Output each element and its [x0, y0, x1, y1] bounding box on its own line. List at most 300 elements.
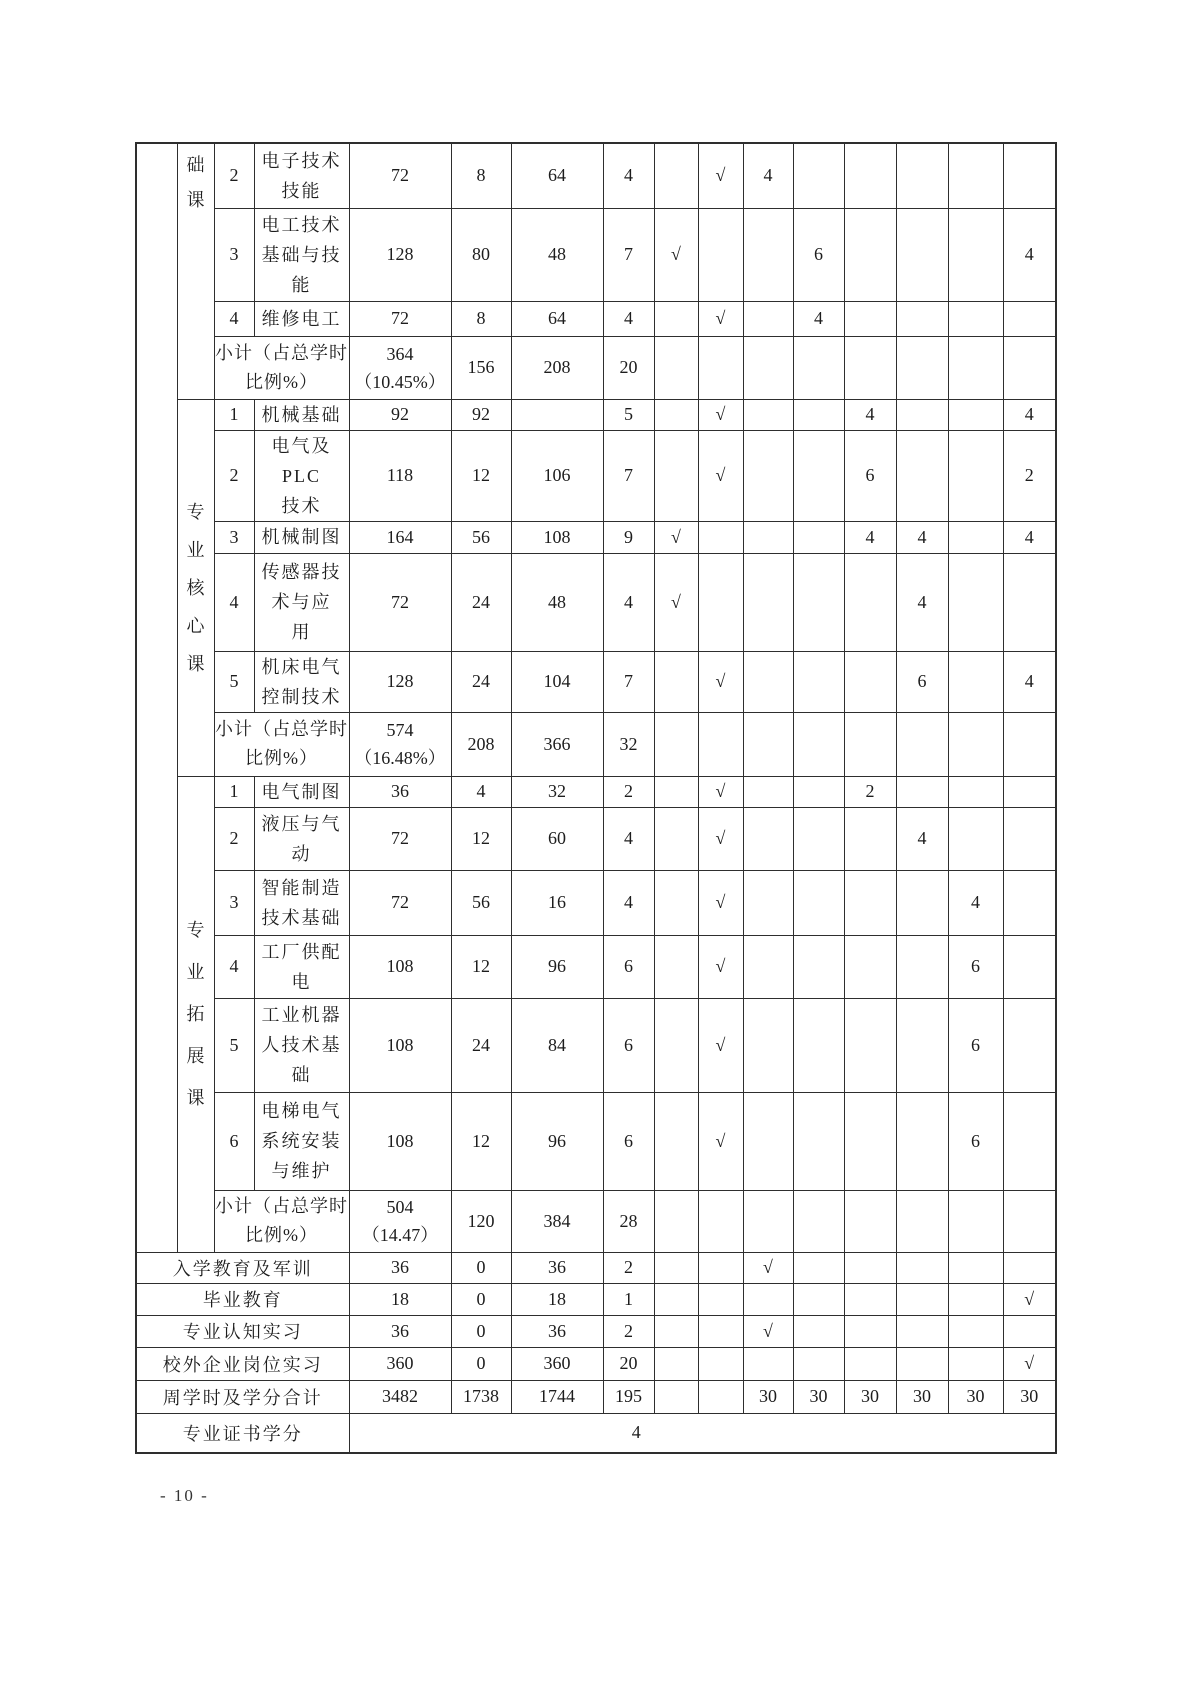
- exam-mark-cell: [654, 807, 698, 870]
- semester-3-cell: 4: [844, 521, 896, 553]
- semester-3-cell: [844, 208, 896, 301]
- semester-3-cell: [844, 1315, 896, 1347]
- semester-4-cell: [896, 1347, 948, 1380]
- footer-label-cell: 毕业教育: [136, 1283, 349, 1315]
- semester-2-cell: [793, 1190, 844, 1252]
- semester-4-cell: [896, 1092, 948, 1190]
- assessment-check-cell: √: [698, 998, 743, 1092]
- semester-2-cell: [793, 935, 844, 998]
- semester-3-cell: [844, 712, 896, 776]
- curriculum-table: [135, 142, 1057, 1454]
- credits-cell: 4: [603, 807, 654, 870]
- theory-hours-cell: 24: [451, 553, 511, 651]
- total-hours-cell: 36: [349, 1315, 451, 1347]
- semester-5-cell: 6: [948, 935, 1003, 998]
- semester-2-cell: [793, 712, 844, 776]
- semester-5-cell: [948, 807, 1003, 870]
- footer-label-cell: 校外企业岗位实习: [136, 1347, 349, 1380]
- course-name-cell: 工厂供配 电: [254, 935, 349, 998]
- credits-cell: 1: [603, 1283, 654, 1315]
- practice-hours-cell: 106: [511, 430, 603, 521]
- semester-6-cell: 30: [1003, 1380, 1056, 1413]
- exam-mark-cell: [654, 143, 698, 208]
- theory-hours-cell: 56: [451, 870, 511, 935]
- subtotal-theory-hours-cell: 156: [451, 336, 511, 399]
- semester-3-cell: [844, 1190, 896, 1252]
- course-number-cell: 2: [214, 143, 254, 208]
- theory-hours-cell: 4: [451, 776, 511, 807]
- total-hours-cell: 360: [349, 1347, 451, 1380]
- category-cell: 专 业 核 心 课: [177, 399, 214, 776]
- total-hours-cell: 72: [349, 301, 451, 336]
- theory-hours-cell: 12: [451, 430, 511, 521]
- course-row: [136, 935, 1056, 998]
- assessment-check-cell: [698, 336, 743, 399]
- credits-cell: 5: [603, 399, 654, 430]
- semester-6-cell: √: [1003, 1283, 1056, 1315]
- page-number: - 10 -: [160, 1486, 209, 1505]
- exam-mark-cell: √: [654, 208, 698, 301]
- footer-label-cell: 专业认知实习: [136, 1315, 349, 1347]
- semester-4-cell: 30: [896, 1380, 948, 1413]
- exam-mark-cell: [654, 1380, 698, 1413]
- course-name-cell: 电梯电气 系统安装 与维护: [254, 1092, 349, 1190]
- semester-4-cell: [896, 301, 948, 336]
- exam-mark-cell: [654, 651, 698, 712]
- semester-5-cell: [948, 651, 1003, 712]
- semester-1-cell: [743, 553, 793, 651]
- total-hours-cell: 108: [349, 935, 451, 998]
- semester-1-cell: [743, 712, 793, 776]
- exam-mark-cell: [654, 1347, 698, 1380]
- semester-3-cell: [844, 1092, 896, 1190]
- subtotal-theory-hours-cell: 120: [451, 1190, 511, 1252]
- total-hours-cell: 118: [349, 430, 451, 521]
- practice-hours-cell: 96: [511, 935, 603, 998]
- semester-1-cell: √: [743, 1315, 793, 1347]
- practice-hours-cell: 36: [511, 1315, 603, 1347]
- total-hours-cell: 128: [349, 651, 451, 712]
- assessment-check-cell: [698, 553, 743, 651]
- subtotal-practice-hours-cell: 384: [511, 1190, 603, 1252]
- semester-6-cell: [1003, 336, 1056, 399]
- semester-2-cell: [793, 521, 844, 553]
- semester-5-cell: [948, 776, 1003, 807]
- semester-2-cell: [793, 1252, 844, 1283]
- theory-hours-cell: 1738: [451, 1380, 511, 1413]
- semester-1-cell: [743, 521, 793, 553]
- total-hours-cell: 72: [349, 553, 451, 651]
- subtotal-credits-cell: 28: [603, 1190, 654, 1252]
- semester-3-cell: [844, 553, 896, 651]
- semester-4-cell: 6: [896, 651, 948, 712]
- credits-cell: 2: [603, 1315, 654, 1347]
- theory-hours-cell: 0: [451, 1315, 511, 1347]
- semester-4-cell: [896, 1283, 948, 1315]
- semester-4-cell: [896, 870, 948, 935]
- exam-mark-cell: [654, 998, 698, 1092]
- subtotal-label-cell: 小计（占总学时 比例%）: [214, 336, 349, 399]
- practice-hours-cell: 1744: [511, 1380, 603, 1413]
- assessment-check-cell: [698, 1347, 743, 1380]
- course-row: [136, 776, 1056, 807]
- semester-5-cell: 6: [948, 1092, 1003, 1190]
- total-hours-cell: 3482: [349, 1380, 451, 1413]
- semester-4-cell: [896, 399, 948, 430]
- credits-cell: 4: [603, 143, 654, 208]
- semester-4-cell: 4: [896, 553, 948, 651]
- practice-hours-cell: 60: [511, 807, 603, 870]
- certificate-row: [136, 1413, 1056, 1453]
- semester-6-cell: [1003, 776, 1056, 807]
- semester-1-cell: [743, 870, 793, 935]
- semester-1-cell: 4: [743, 143, 793, 208]
- footer-row: [136, 1315, 1056, 1347]
- semester-6-cell: [1003, 143, 1056, 208]
- course-row: [136, 143, 1056, 208]
- semester-4-cell: [896, 430, 948, 521]
- practice-hours-cell: 64: [511, 301, 603, 336]
- semester-6-cell: [1003, 807, 1056, 870]
- semester-5-cell: 4: [948, 870, 1003, 935]
- credits-cell: 9: [603, 521, 654, 553]
- semester-4-cell: [896, 776, 948, 807]
- practice-hours-cell: [511, 399, 603, 430]
- semester-6-cell: [1003, 301, 1056, 336]
- semester-6-cell: [1003, 935, 1056, 998]
- practice-hours-cell: 84: [511, 998, 603, 1092]
- theory-hours-cell: 0: [451, 1283, 511, 1315]
- assessment-check-cell: √: [698, 399, 743, 430]
- practice-hours-cell: 104: [511, 651, 603, 712]
- semester-5-cell: 30: [948, 1380, 1003, 1413]
- footer-label-cell: 入学教育及军训: [136, 1252, 349, 1283]
- exam-mark-cell: [654, 1190, 698, 1252]
- assessment-check-cell: √: [698, 301, 743, 336]
- theory-hours-cell: 8: [451, 143, 511, 208]
- semester-3-cell: [844, 807, 896, 870]
- semester-2-cell: [793, 776, 844, 807]
- semester-6-cell: 4: [1003, 651, 1056, 712]
- semester-6-cell: 2: [1003, 430, 1056, 521]
- exam-mark-cell: [654, 430, 698, 521]
- semester-3-cell: 2: [844, 776, 896, 807]
- semester-2-cell: 30: [793, 1380, 844, 1413]
- course-name-cell: 电气制图: [254, 776, 349, 807]
- semester-5-cell: [948, 208, 1003, 301]
- assessment-check-cell: √: [698, 143, 743, 208]
- course-name-cell: 电气及 PLC 技术: [254, 430, 349, 521]
- course-row: [136, 870, 1056, 935]
- footer-row: [136, 1283, 1056, 1315]
- course-row: [136, 430, 1056, 521]
- semester-5-cell: [948, 1347, 1003, 1380]
- semester-4-cell: 4: [896, 521, 948, 553]
- subtotal-label-cell: 小计（占总学时 比例%）: [214, 1190, 349, 1252]
- semester-6-cell: 4: [1003, 208, 1056, 301]
- exam-mark-cell: [654, 776, 698, 807]
- exam-mark-cell: [654, 712, 698, 776]
- assessment-check-cell: [698, 1190, 743, 1252]
- course-name-cell: 液压与气 动: [254, 807, 349, 870]
- subtotal-label-cell: 小计（占总学时 比例%）: [214, 712, 349, 776]
- exam-mark-cell: [654, 1315, 698, 1347]
- total-hours-cell: 36: [349, 1252, 451, 1283]
- semester-1-cell: [743, 935, 793, 998]
- semester-6-cell: [1003, 998, 1056, 1092]
- credits-cell: 2: [603, 1252, 654, 1283]
- course-name-cell: 维修电工: [254, 301, 349, 336]
- credits-cell: 4: [603, 553, 654, 651]
- theory-hours-cell: 8: [451, 301, 511, 336]
- semester-3-cell: [844, 998, 896, 1092]
- subtotal-row: [136, 712, 1056, 776]
- subtotal-total-hours-cell: 574 （16.48%）: [349, 712, 451, 776]
- credits-cell: 6: [603, 998, 654, 1092]
- semester-2-cell: [793, 807, 844, 870]
- semester-4-cell: [896, 208, 948, 301]
- semester-1-cell: 30: [743, 1380, 793, 1413]
- credits-cell: 7: [603, 208, 654, 301]
- course-number-cell: 5: [214, 998, 254, 1092]
- course-row: [136, 1092, 1056, 1190]
- semester-2-cell: [793, 336, 844, 399]
- subtotal-practice-hours-cell: 366: [511, 712, 603, 776]
- total-hours-cell: 36: [349, 776, 451, 807]
- practice-hours-cell: 48: [511, 553, 603, 651]
- total-hours-cell: 108: [349, 998, 451, 1092]
- course-row: [136, 807, 1056, 870]
- course-row: [136, 208, 1056, 301]
- exam-mark-cell: √: [654, 521, 698, 553]
- subtotal-credits-cell: 32: [603, 712, 654, 776]
- semester-1-cell: [743, 651, 793, 712]
- exam-mark-cell: [654, 1283, 698, 1315]
- assessment-check-cell: [698, 1252, 743, 1283]
- theory-hours-cell: 12: [451, 807, 511, 870]
- semester-2-cell: [793, 870, 844, 935]
- semester-4-cell: [896, 336, 948, 399]
- semester-5-cell: [948, 1190, 1003, 1252]
- theory-hours-cell: 0: [451, 1252, 511, 1283]
- theory-hours-cell: 0: [451, 1347, 511, 1380]
- subtotal-theory-hours-cell: 208: [451, 712, 511, 776]
- credits-cell: 7: [603, 651, 654, 712]
- practice-hours-cell: 36: [511, 1252, 603, 1283]
- semester-3-cell: [844, 1252, 896, 1283]
- assessment-check-cell: √: [698, 776, 743, 807]
- subtotal-row: [136, 1190, 1056, 1252]
- practice-hours-cell: 64: [511, 143, 603, 208]
- assessment-check-cell: √: [698, 870, 743, 935]
- semester-5-cell: [948, 336, 1003, 399]
- semester-5-cell: [948, 1283, 1003, 1315]
- theory-hours-cell: 24: [451, 998, 511, 1092]
- semester-4-cell: [896, 935, 948, 998]
- assessment-check-cell: [698, 1283, 743, 1315]
- category-cell: 础 课: [177, 143, 214, 399]
- practice-hours-cell: 16: [511, 870, 603, 935]
- theory-hours-cell: 80: [451, 208, 511, 301]
- theory-hours-cell: 24: [451, 651, 511, 712]
- course-number-cell: 4: [214, 935, 254, 998]
- assessment-check-cell: √: [698, 651, 743, 712]
- semester-3-cell: 4: [844, 399, 896, 430]
- course-name-cell: 智能制造 技术基础: [254, 870, 349, 935]
- semester-4-cell: [896, 1252, 948, 1283]
- course-name-cell: 工业机器 人技术基 础: [254, 998, 349, 1092]
- assessment-check-cell: [698, 1380, 743, 1413]
- semester-1-cell: [743, 430, 793, 521]
- semester-3-cell: [844, 651, 896, 712]
- semester-2-cell: 4: [793, 301, 844, 336]
- course-number-cell: 1: [214, 399, 254, 430]
- semester-3-cell: [844, 301, 896, 336]
- assessment-check-cell: √: [698, 1092, 743, 1190]
- total-hours-cell: 164: [349, 521, 451, 553]
- semester-5-cell: [948, 521, 1003, 553]
- semester-1-cell: [743, 336, 793, 399]
- assessment-check-cell: √: [698, 807, 743, 870]
- total-hours-cell: 72: [349, 807, 451, 870]
- semester-3-cell: [844, 143, 896, 208]
- footer-row: [136, 1347, 1056, 1380]
- credits-cell: 7: [603, 430, 654, 521]
- credits-cell: 6: [603, 1092, 654, 1190]
- certificate-value-cell: 4: [349, 1413, 1056, 1453]
- course-type-spacer-cell: [136, 143, 177, 1252]
- course-number-cell: 3: [214, 208, 254, 301]
- semester-2-cell: 6: [793, 208, 844, 301]
- course-name-cell: 机械制图: [254, 521, 349, 553]
- semester-5-cell: [948, 553, 1003, 651]
- course-number-cell: 3: [214, 521, 254, 553]
- course-number-cell: 2: [214, 807, 254, 870]
- semester-5-cell: [948, 1252, 1003, 1283]
- semester-2-cell: [793, 1347, 844, 1380]
- course-name-cell: 传感器技 术与应 用: [254, 553, 349, 651]
- semester-6-cell: [1003, 1315, 1056, 1347]
- semester-2-cell: [793, 1283, 844, 1315]
- assessment-check-cell: [698, 1315, 743, 1347]
- total-hours-cell: 72: [349, 143, 451, 208]
- semester-1-cell: [743, 399, 793, 430]
- course-number-cell: 6: [214, 1092, 254, 1190]
- course-number-cell: 1: [214, 776, 254, 807]
- course-number-cell: 5: [214, 651, 254, 712]
- exam-mark-cell: [654, 870, 698, 935]
- theory-hours-cell: 12: [451, 935, 511, 998]
- practice-hours-cell: 32: [511, 776, 603, 807]
- assessment-check-cell: [698, 208, 743, 301]
- semester-6-cell: [1003, 553, 1056, 651]
- semester-2-cell: [793, 998, 844, 1092]
- exam-mark-cell: [654, 301, 698, 336]
- semester-5-cell: [948, 1315, 1003, 1347]
- course-name-cell: 机械基础: [254, 399, 349, 430]
- semester-3-cell: [844, 1347, 896, 1380]
- semester-4-cell: [896, 998, 948, 1092]
- semester-2-cell: [793, 651, 844, 712]
- footer-row: [136, 1252, 1056, 1283]
- semester-4-cell: [896, 1190, 948, 1252]
- semester-5-cell: [948, 301, 1003, 336]
- semester-2-cell: [793, 430, 844, 521]
- practice-hours-cell: 48: [511, 208, 603, 301]
- semester-2-cell: [793, 143, 844, 208]
- exam-mark-cell: [654, 1252, 698, 1283]
- exam-mark-cell: √: [654, 553, 698, 651]
- semester-4-cell: [896, 1315, 948, 1347]
- course-row: [136, 399, 1056, 430]
- semester-5-cell: [948, 399, 1003, 430]
- semester-5-cell: [948, 430, 1003, 521]
- credits-cell: 20: [603, 1347, 654, 1380]
- semester-1-cell: √: [743, 1252, 793, 1283]
- semester-2-cell: [793, 399, 844, 430]
- credits-cell: 195: [603, 1380, 654, 1413]
- semester-2-cell: [793, 1092, 844, 1190]
- subtotal-total-hours-cell: 504 （14.47）: [349, 1190, 451, 1252]
- semester-2-cell: [793, 1315, 844, 1347]
- exam-mark-cell: [654, 935, 698, 998]
- course-name-cell: 机床电气 控制技术: [254, 651, 349, 712]
- subtotal-row: [136, 336, 1056, 399]
- course-number-cell: 4: [214, 301, 254, 336]
- semester-1-cell: [743, 1190, 793, 1252]
- course-number-cell: 3: [214, 870, 254, 935]
- semester-1-cell: [743, 208, 793, 301]
- semester-1-cell: [743, 1092, 793, 1190]
- assessment-check-cell: [698, 712, 743, 776]
- course-number-cell: 4: [214, 553, 254, 651]
- semester-3-cell: 6: [844, 430, 896, 521]
- table-wrapper: [135, 142, 1057, 1454]
- footer-row: [136, 1380, 1056, 1413]
- course-number-cell: 2: [214, 430, 254, 521]
- semester-5-cell: 6: [948, 998, 1003, 1092]
- credits-cell: 6: [603, 935, 654, 998]
- subtotal-credits-cell: 20: [603, 336, 654, 399]
- semester-6-cell: [1003, 1252, 1056, 1283]
- exam-mark-cell: [654, 399, 698, 430]
- semester-6-cell: [1003, 1092, 1056, 1190]
- category-cell: 专 业 拓 展 课: [177, 776, 214, 1252]
- total-hours-cell: 18: [349, 1283, 451, 1315]
- theory-hours-cell: 56: [451, 521, 511, 553]
- course-name-cell: 电子技术 技能: [254, 143, 349, 208]
- semester-6-cell: 4: [1003, 399, 1056, 430]
- course-name-cell: 电工技术 基础与技 能: [254, 208, 349, 301]
- credits-cell: 4: [603, 301, 654, 336]
- course-row: [136, 998, 1056, 1092]
- certificate-label-cell: 专业证书学分: [136, 1413, 349, 1453]
- course-row: [136, 651, 1056, 712]
- subtotal-practice-hours-cell: 208: [511, 336, 603, 399]
- practice-hours-cell: 96: [511, 1092, 603, 1190]
- semester-1-cell: [743, 998, 793, 1092]
- course-row: [136, 521, 1056, 553]
- semester-1-cell: [743, 1347, 793, 1380]
- credits-cell: 4: [603, 870, 654, 935]
- exam-mark-cell: [654, 336, 698, 399]
- course-row: [136, 301, 1056, 336]
- total-hours-cell: 92: [349, 399, 451, 430]
- semester-6-cell: [1003, 870, 1056, 935]
- semester-1-cell: [743, 1283, 793, 1315]
- theory-hours-cell: 92: [451, 399, 511, 430]
- total-hours-cell: 72: [349, 870, 451, 935]
